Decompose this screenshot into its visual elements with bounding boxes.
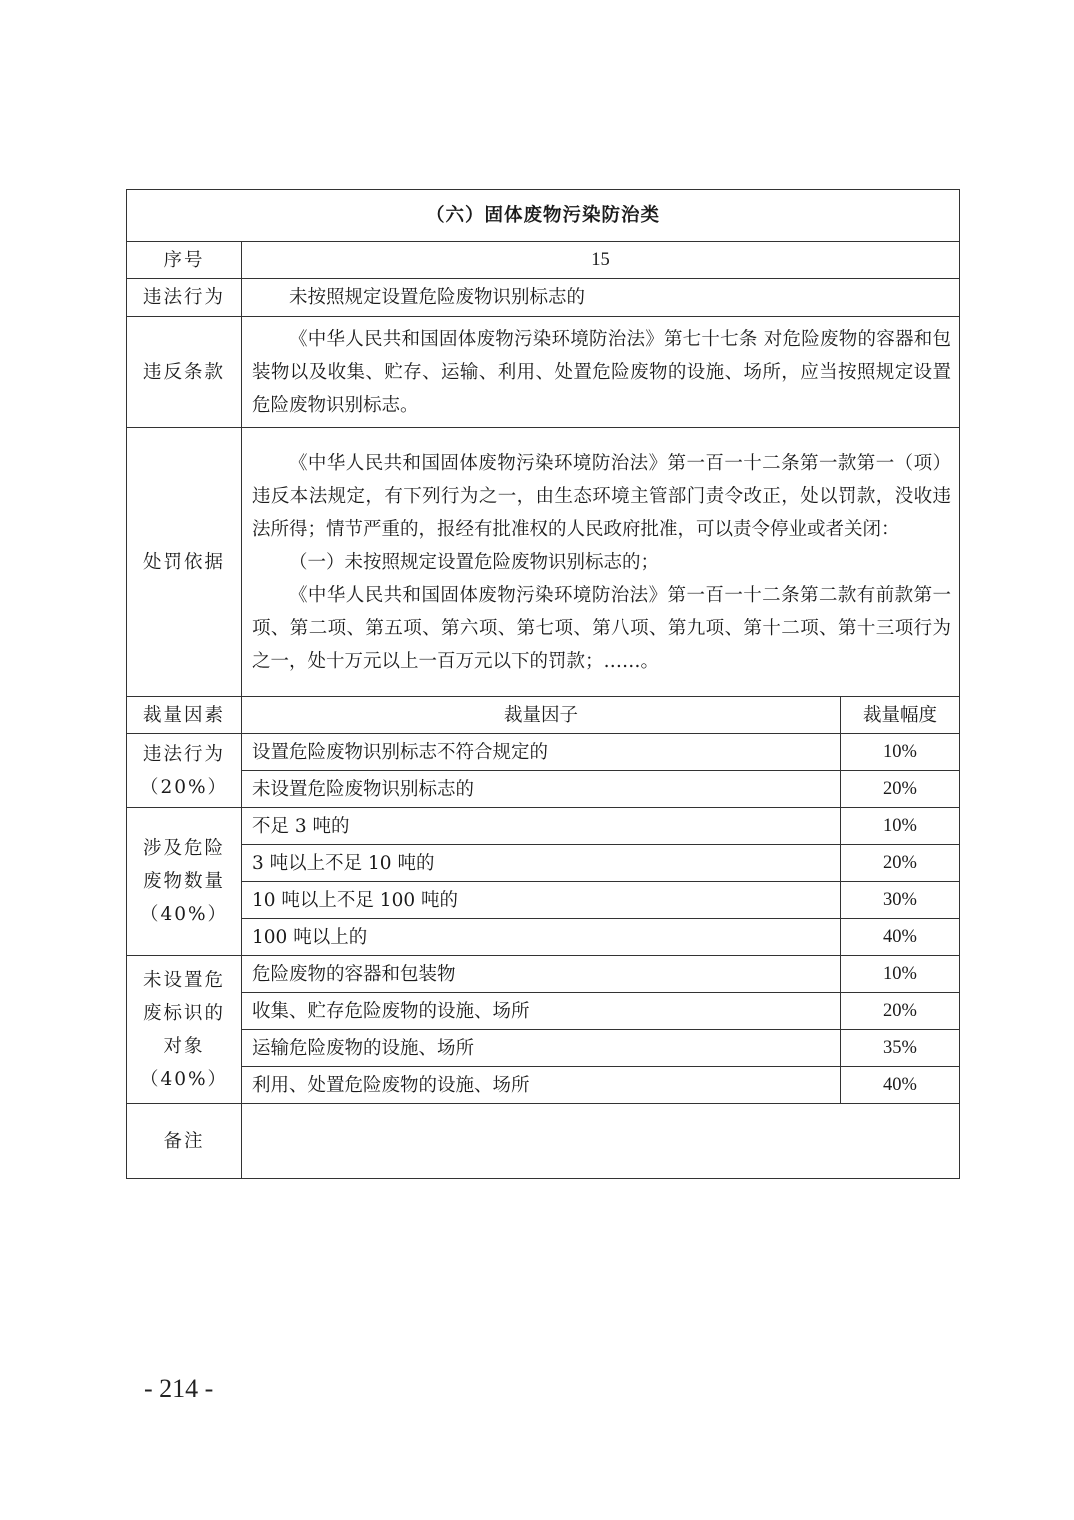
penalty-basis-paragraph: 《中华人民共和国固体废物污染环境防治法》第一百一十二条第一款第一（项） 违反本法规定，有下列行为之一，由生态环境主管部门责令改正，处以罚款，没收违法所得；情节严重的，报经有批准权的人民政府批准，可以责令停业或者关闭： [252, 452, 952, 540]
factor-pct: 20% [841, 771, 960, 808]
factor-pct: 20% [841, 993, 960, 1030]
item-header-label: 裁量因子 [242, 697, 841, 734]
serial-value: 15 [242, 242, 960, 279]
page-number: - 214 - [144, 1374, 214, 1403]
factor-label-line: 违法行为 [142, 743, 225, 765]
remarks-label: 备注 [127, 1104, 242, 1179]
serial-label: 序号 [127, 242, 242, 279]
factor-item: 100 吨以上的 [242, 919, 841, 956]
provision-text: 《中华人民共和国固体废物污染环境防治法》第七十七条 对危险废物的容器和包装物以及收集、贮存、运输、利用、处置危险废物的设施、场所，应当按照规定设置危险废物识别标志。 [252, 328, 952, 416]
factor-item: 10 吨以上不足 100 吨的 [242, 882, 841, 919]
factor-item: 运输危险废物的设施、场所 [242, 1030, 841, 1067]
factor-group-label [127, 808, 242, 956]
factor-label-line: 对象 [163, 1035, 205, 1057]
provision-cell [242, 317, 960, 428]
factor-item: 不足 3 吨的 [242, 808, 841, 845]
violation-text: 未按照规定设置危险废物识别标志的 [289, 287, 586, 308]
penalty-basis-paragraph: （一）未按照规定设置危险废物识别标志的； [289, 551, 660, 573]
factor-pct: 10% [841, 734, 960, 771]
factor-pct: 40% [841, 1067, 960, 1104]
factor-pct: 10% [841, 956, 960, 993]
factor-label-line: （40%） [139, 1068, 229, 1090]
provision-label: 违反条款 [127, 317, 242, 428]
factor-pct: 20% [841, 845, 960, 882]
factor-pct: 10% [841, 808, 960, 845]
factor-item: 未设置危险废物识别标志的 [242, 771, 841, 808]
factor-label-line: （40%） [139, 904, 229, 925]
factor-item: 危险废物的容器和包装物 [242, 956, 841, 993]
factor-header-label: 裁量因素 [127, 697, 242, 734]
range-header-label: 裁量幅度 [841, 697, 960, 734]
factor-item: 3 吨以上不足 10 吨的 [242, 845, 841, 882]
factor-label-line: （20%） [139, 776, 229, 798]
factor-group-label [127, 734, 242, 808]
factor-item: 设置危险废物识别标志不符合规定的 [242, 734, 841, 771]
factor-pct: 35% [841, 1030, 960, 1067]
section-title: （六）固体废物污染防治类 [127, 190, 960, 242]
factor-group-label [127, 956, 242, 1104]
factor-label-line: 废标识的 [142, 1002, 225, 1024]
penalty-basis-paragraph: 《中华人民共和国固体废物污染环境防治法》第一百一十二条第二款有前款第一项、第二项、第五项、第六项、第七项、第八项、第九项、第十二项、第十三项行为之一，处十万元以上一百万元以下的罚款；……。 [252, 584, 952, 672]
violation-label: 违法行为 [127, 279, 242, 317]
factor-item: 利用、处置危险废物的设施、场所 [242, 1067, 841, 1104]
penalty-basis-label: 处罚依据 [127, 428, 242, 697]
penalty-basis-cell [242, 428, 960, 697]
factor-item: 收集、贮存危险废物的设施、场所 [242, 993, 841, 1030]
factor-pct: 40% [841, 919, 960, 956]
violation-value [242, 279, 960, 317]
factor-label-line: 未设置危 [142, 969, 225, 991]
penalty-discretion-table [126, 189, 960, 1179]
remarks-value [242, 1104, 960, 1179]
factor-pct: 30% [841, 882, 960, 919]
factor-label-line: 涉及危险 [142, 838, 225, 859]
factor-label-line: 废物数量 [142, 871, 225, 892]
